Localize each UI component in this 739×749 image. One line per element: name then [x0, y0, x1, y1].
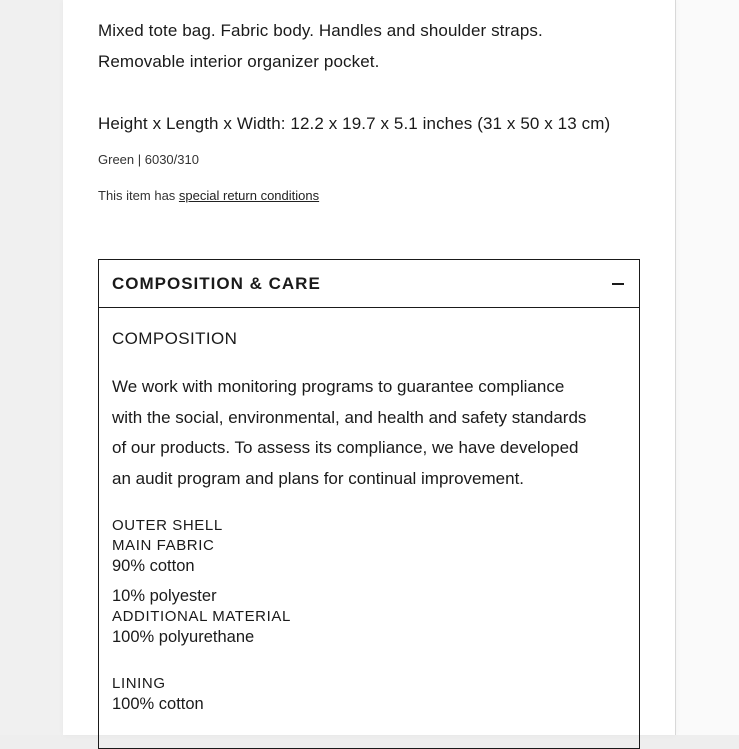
lining-value: 100% cotton [112, 695, 204, 713]
product-color-reference: Green | 6030/310 [98, 152, 199, 167]
return-conditions-text [98, 188, 319, 203]
additional-material-value: 100% polyurethane [112, 628, 255, 646]
outer-shell-label: OUTER SHELL [112, 517, 223, 534]
composition-care-title: COMPOSITION & CARE [112, 274, 321, 293]
composition-care-panel [98, 259, 640, 749]
composition-paragraph-line-1: We work with monitoring programs to guarantee compliance [112, 377, 565, 396]
composition-care-header[interactable] [99, 260, 639, 308]
composition-paragraph [112, 372, 632, 494]
product-dimensions: Height x Length x Width: 12.2 x 19.7 x 5.1 inches (31 x 50 x 13 cm) [98, 114, 611, 133]
additional-material-label: ADDITIONAL MATERIAL [112, 608, 291, 625]
composition-heading: COMPOSITION [112, 329, 238, 348]
right-background [676, 0, 739, 735]
composition-paragraph-line-3: of our products. To assess its compliance, we have developed [112, 438, 579, 457]
product-description-line-2: Removable interior organizer pocket. [98, 52, 380, 71]
lining-label: LINING [112, 675, 166, 692]
minus-icon[interactable] [612, 283, 624, 285]
composition-paragraph-line-2: with the social, environmental, and health and safety standards [112, 407, 587, 427]
special-return-conditions-link[interactable]: special return conditions [178, 188, 320, 203]
main-fabric-value-1: 90% cotton [112, 557, 195, 575]
composition-paragraph-line-4: an audit program and plans for continual improvement. [112, 468, 525, 488]
return-conditions-prefix: This item has [98, 188, 179, 203]
main-fabric-value-2: 10% polyester [112, 587, 217, 605]
main-fabric-label: MAIN FABRIC [112, 537, 215, 554]
left-background [0, 0, 63, 735]
product-description-line-1: Mixed tote bag. Fabric body. Handles and shoulder straps. [98, 21, 543, 40]
